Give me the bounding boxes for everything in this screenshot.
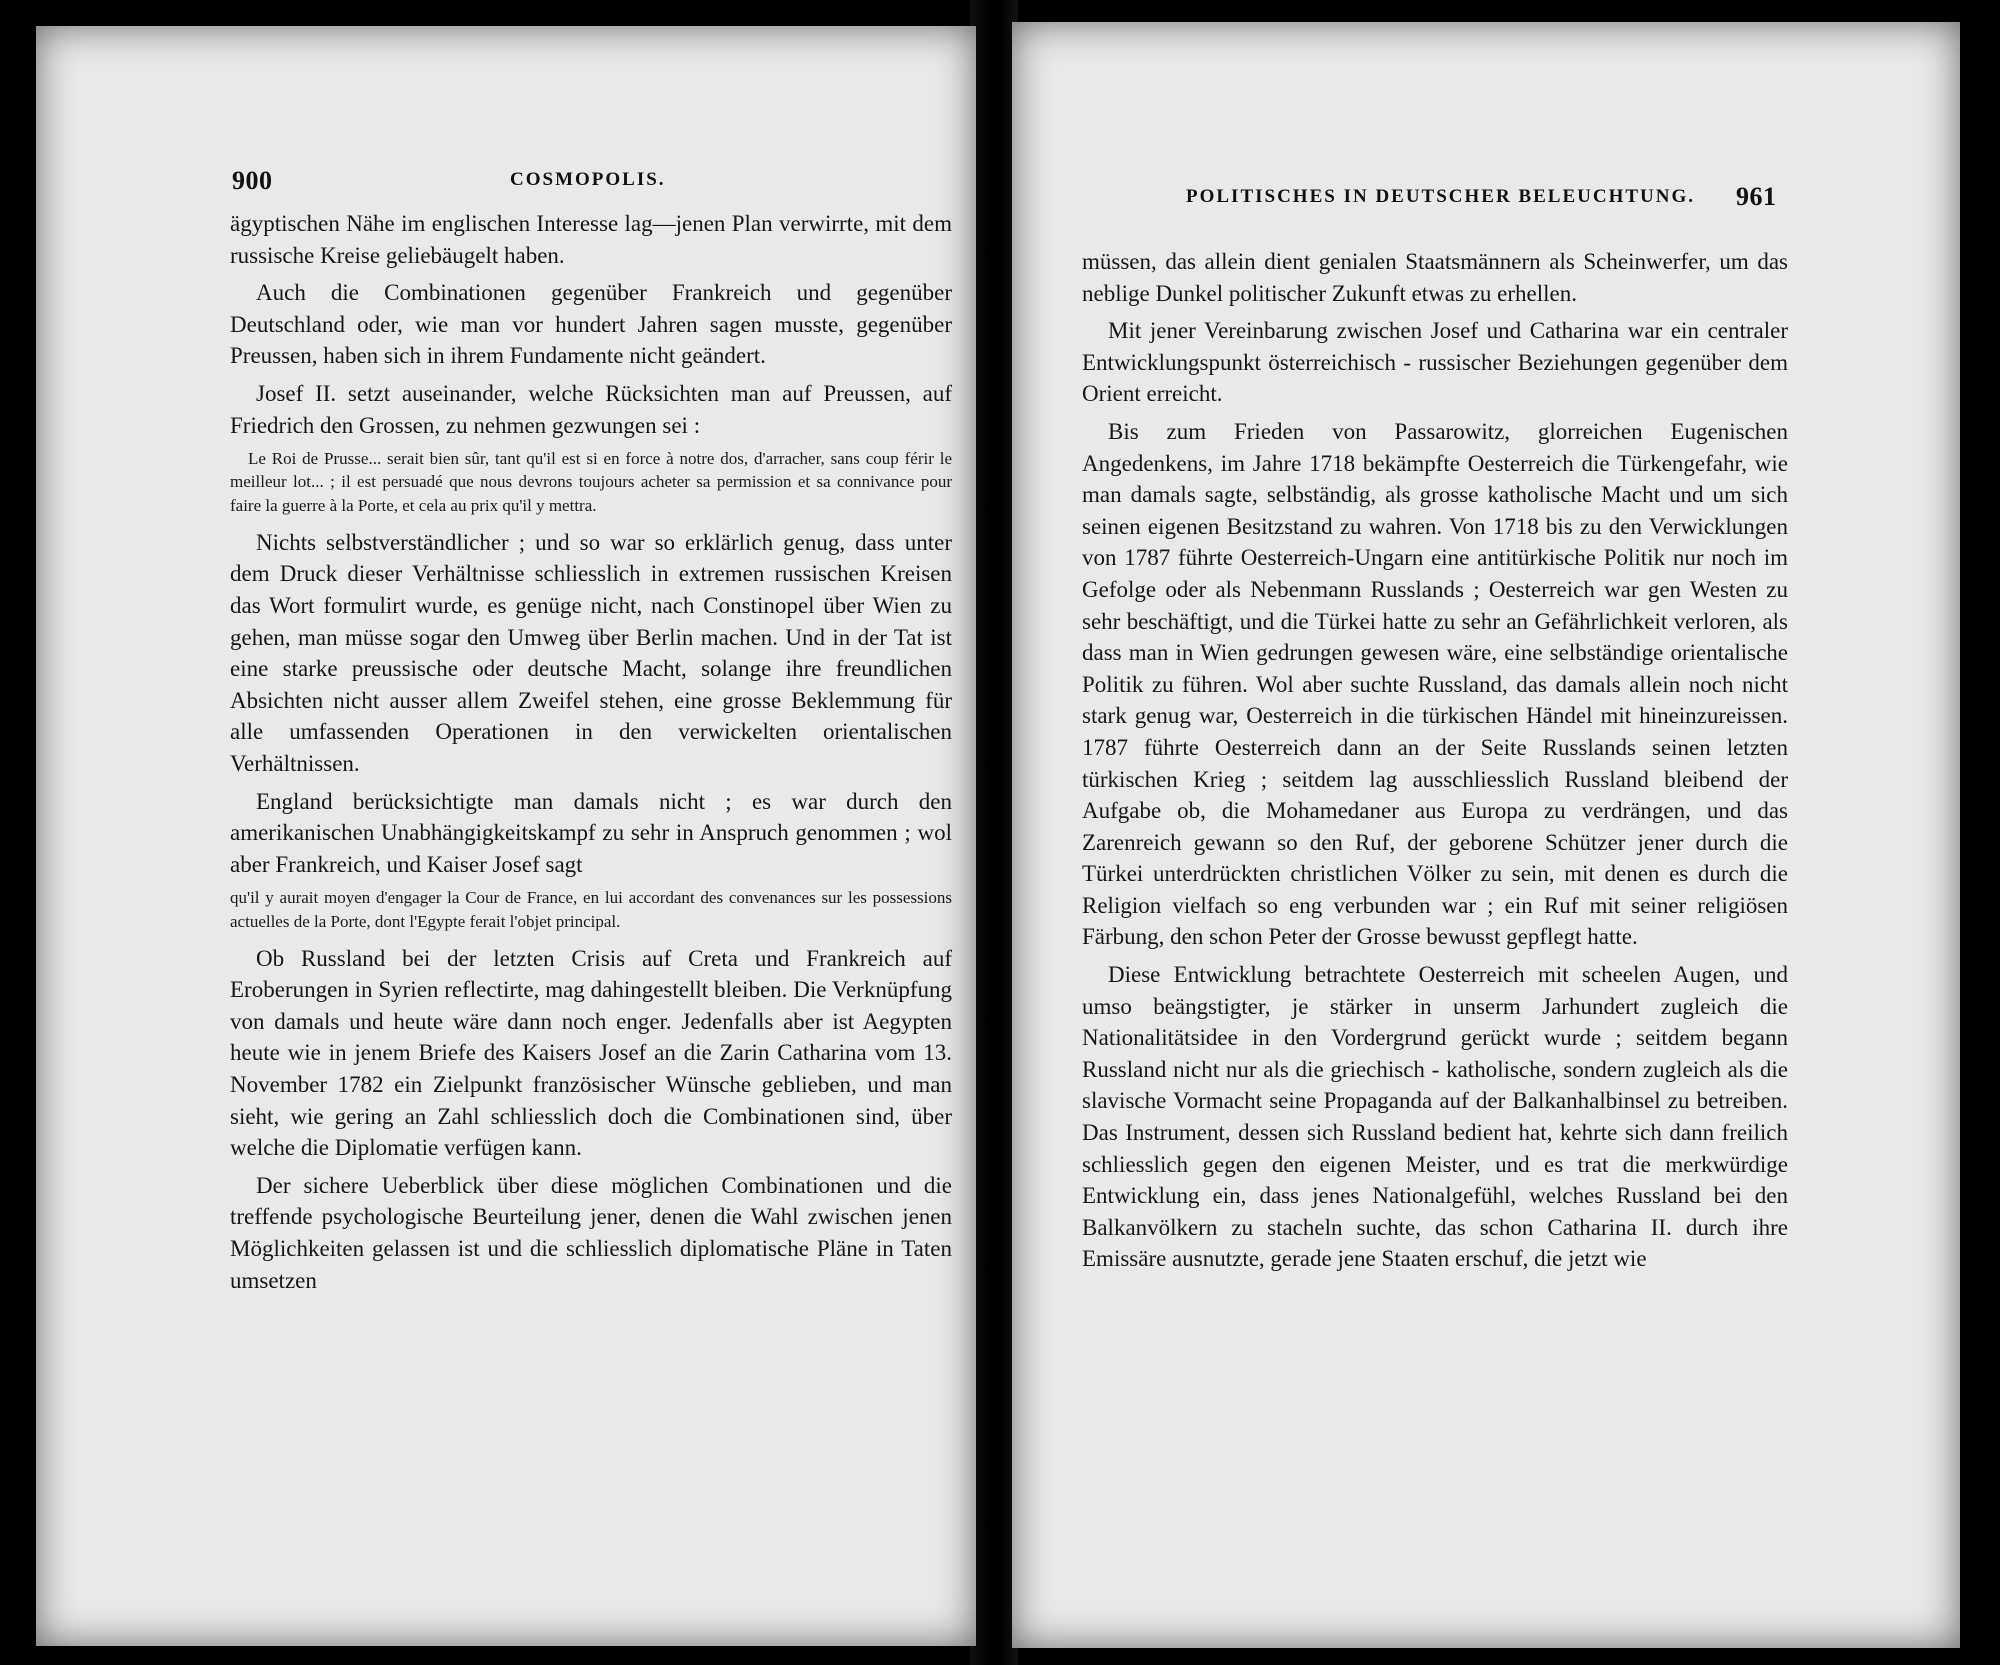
right-page-number: 961: [1736, 182, 1777, 211]
paragraph: England berücksichtigte man damals nicht ; es war durch den amerikanischen Unabhängigkeitskampf zu sehr in Anspruch genommen ; wol aber Frankreich, und Kaiser Josef sagt: [230, 788, 952, 877]
paragraph: Josef II. setzt auseinander, welche Rücksichten man auf Preussen, auf Friedrich den Grossen, zu nehmen gezwungen sei :: [230, 380, 952, 438]
left-page: [36, 26, 976, 1646]
paragraph: Diese Entwicklung betrachtete Oesterreich mit scheelen Augen, und umso beängstigter, je stärker in unserm Jarhundert zugleich die Nationalitätsidee in den Vordergrund gerückt wurde ; seitdem begann Russland nicht nur als die griechisch - katholische, sondern zugleich als die slavische Vormacht seine Propaganda auf der Balkanhalbinsel zu betreiben. Das Instrument, dessen sich Russland bedient hat, kehrte sich dann freilich schliesslich gegen den eigenen Meister, und es trat die merkwürdige Entwicklung ein, dass jenes Nationalgefühl, welches Russland bei den Balkanvölkern zu stacheln suchte, das schon Catharina II. durch ihre Emissäre ausnutzte, gerade jene Staaten erschuf, die jetzt wie: [1082, 962, 1788, 1272]
left-page-body: [230, 208, 952, 1302]
paragraph: Der sichere Ueberblick über diese möglichen Combinationen und die treffende psychologische Beurteilung jener, denen die Wahl zwischen jenen Möglichkeiten gelassen ist und die schliesslich diplomatische Pläne in Taten umsetzen: [230, 1172, 952, 1293]
right-page-header: [1012, 22, 1960, 211]
right-page-body: [1082, 246, 1788, 1281]
book-gutter: [970, 0, 1018, 1665]
block-quote: qu'il y aurait moyen d'engager la Cour de France, en lui accordant des convenances sur les possessions actuelles de la Porte, dont l'Egypte ferait l'objet principal.: [230, 888, 952, 931]
paragraph: Auch die Combinationen gegenüber Frankreich und gegenüber Deutschland oder, wie man vor hundert Jahren sagen musste, gegenüber Preussen, haben sich in ihrem Fundamente nicht geändert.: [230, 280, 952, 369]
paragraph: Mit jener Vereinbarung zwischen Josef und Catharina war ein centraler Entwicklungspunkt österreichisch - russischer Beziehungen gegenüber dem Orient erreicht.: [1082, 318, 1788, 407]
paragraph: Nichts selbstverständlicher ; und so war so erklärlich genug, dass unter dem Druck dieser Verhältnisse schliesslich in extremen russischen Kreisen das Wort formulirt wurde, es genüge nicht, nach Constinopel über Wien zu gehen, man müsse sogar den Umweg über Berlin machen. Und in der Tat ist eine starke preussische oder deutsche Macht, solange ihre freundlichen Absichten nicht ausser allem Zweifel stehen, eine grosse Beklemmung für alle umfassenden Operationen in den verwickelten orientalischen Verhältnissen.: [230, 529, 952, 776]
left-page-number: 900: [232, 166, 273, 195]
paragraph: ägyptischen Nähe im englischen Interesse lag—jenen Plan verwirrte, mit dem russische Kreise geliebäugelt haben.: [230, 211, 952, 268]
block-quote: Le Roi de Prusse... serait bien sûr, tant qu'il est si en force à notre dos, d'arracher, sans coup férir le meilleur lot... ; il est persuadé que nous devrons toujours acheter sa permission et sa connivance pour faire la guerre à la Porte, et cela au prix qu'il y mettra.: [230, 449, 952, 515]
right-running-head: POLITISCHES IN DEUTSCHER BELEUCHTUNG.: [1186, 186, 1695, 207]
paragraph: Bis zum Frieden von Passarowitz, glorreichen Eugenischen Angedenkens, im Jahre 1718 bekämpfte Oesterreich die Türkengefahr, wie man damals sagte, selbständig, als grosse katholische Macht und um sich seinen eigenen Besitzstand zu wahren. Von 1718 bis zu den Verwicklungen von 1787 führte Oesterreich-Ungarn eine antitürkische Politik nur noch im Gefolge oder als Nebenmann Russlands ; Oesterreich war gen Westen zu sehr beschäftigt, und die Türkei hatte zu sehr an Gefährlichkeit verloren, als dass man in Wien gedrungen gewesen wäre, eine selbständige orientalische Politik zu führen. Wol aber suchte Russland, das damals allein noch nicht stark genug war, Oesterreich in die türkischen Händel mit hineinzureissen. 1787 führte Oesterreich dann an der Seite Russlands seinen letzten türkischen Krieg ; seitdem lag ausschliesslich Russland bleibend der Aufgabe ob, die Mohamedaner aus Europa zu verdrängen, und das Zarenreich gewann so den Ruf, der geborene Schützer jener durch die Türkei unterdrückten christlichen Völker zu sein, mit denen es durch die Religion vielfach so eng verbunden war ; ein Ruf mit seiner religiösen Färbung, den schon Peter der Grosse bewusst gepflegt hatte.: [1082, 418, 1788, 950]
paragraph: Ob Russland bei der letzten Crisis auf Creta und Frankreich auf Eroberungen in Syrien reflectirte, mag dahingestellt bleiben. Die Verknüpfung von damals und heute wäre dann noch enger. Jedenfalls aber ist Aegypten heute wie in jenem Briefe des Kaisers Josef an die Zarin Catharina vom 13. November 1782 ein Zielpunkt französischer Wünsche geblieben, und man sieht, wie gering an Zahl schliesslich doch die Combinationen sind, über welche die Diplomatie verfügen kann.: [230, 945, 952, 1161]
right-page: [1012, 22, 1960, 1648]
left-running-head: COSMOPOLIS.: [510, 169, 666, 190]
paragraph: müssen, das allein dient genialen Staatsmännern als Scheinwerfer, um das neblige Dunkel politischer Zukunft etwas zu erhellen.: [1082, 249, 1788, 306]
left-page-header: [36, 26, 976, 195]
